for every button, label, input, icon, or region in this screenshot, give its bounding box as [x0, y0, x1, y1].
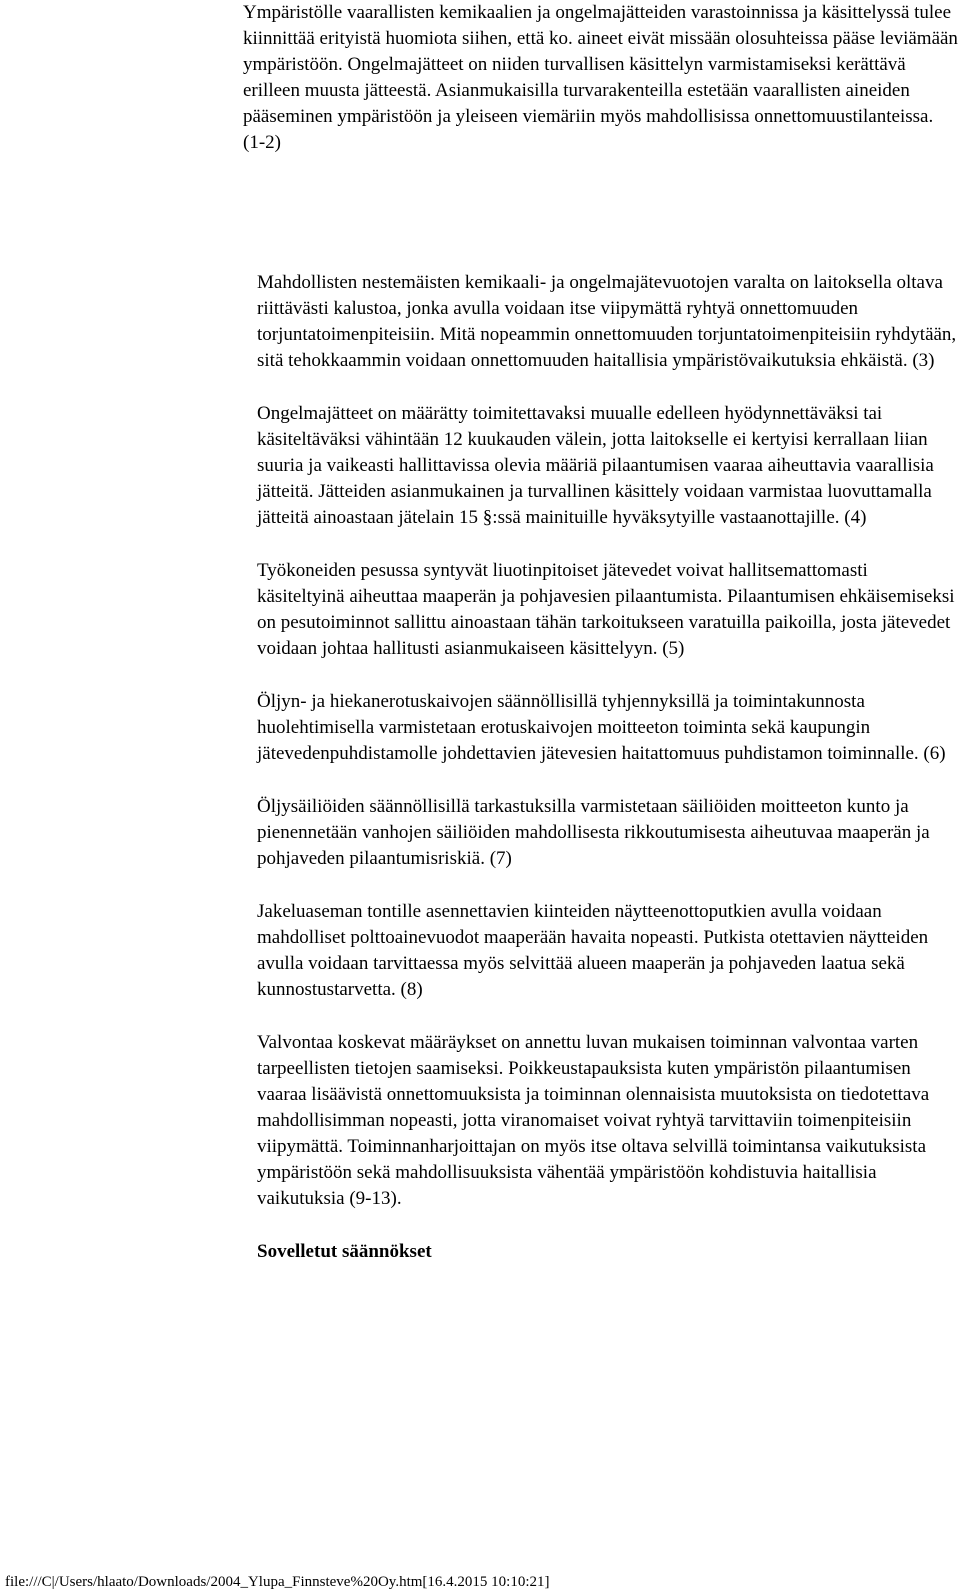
intro-paragraph: Ympäristölle vaarallisten kemikaalien ja ongelmajätteiden varastoinnissa ja käsittelyssä tulee kiinnittää erityistä huomiota siihen, että ko. aineet eivät missään olosuhteissa pääse leviämään ympäristöön. Ongelmajätteet on niiden turvallisen käsittelyn varmistamiseksi kerättävä erilleen muusta jätteestä. Asianmukaisilla turvarakenteilla estetään vaarallisten aineiden pääseminen ympäristöön ja yleiseen viemäriin myös mahdollisissa onnettomuustilanteissa. (1-2): [243, 2, 958, 153]
paragraph-spill-response: Mahdollisten nestemäisten kemikaali- ja ongelmajätevuotojen varalta on laitoksella oltava riittävästi kalustoa, jonka avulla voidaan itse viipymättä ryhtyä onnettomuuden torjuntatoimenpiteisiin. Mitä nopeammin onnettomuuden torjuntatoimenpiteisiin ryhdytään, sitä tehokkaammin voidaan onnettomuuden haitallisia ympäristövaikutuksia ehkäistä. (3): [257, 272, 957, 371]
paragraph-monitoring: Valvontaa koskevat määräykset on annettu luvan mukaisen toiminnan valvontaa varten tarpeellisten tietojen saamiseksi. Poikkeustapauksista kuten ympäristön pilaantumisen vaaraa lisäävistä onnettomuuksista ja toiminnan olennaisista muutoksista on tiedotettava mahdollisimman nopeasti, jotta viranomaiset voivat ryhtyä tarvittaviin toimenpiteisiin viipymättä. Toiminnanharjoittajan on myös itse oltava selvillä toimintansa vaikutuksista ympäristöön sekä mahdollisuuksista vähentää ympäristöön kohdistuvia haitallisia vaikutuksia (9-13).: [257, 1032, 930, 1209]
section-heading: Sovelletut säännökset: [257, 1241, 432, 1262]
paragraph-hazardous-waste: Ongelmajätteet on määrätty toimitettavaksi muualle edelleen hyödynnettäväksi tai käsiteltäväksi vähintään 12 kuukauden välein, jotta laitokselle ei kertyisi kerrallaan liian suuria ja vaikeasti hallittavissa olevia määriä pilaantumisen vaaraa aiheuttavia vaarallisia jätteitä. Jätteiden asianmukainen ja turvallinen käsittely voidaan varmistaa luovuttamalla jätteitä ainoastaan jätelain 15 §:ssä mainituille hyväksytyille vastaanottajille. (4): [257, 403, 934, 528]
paragraph-separator-wells: Öljyn- ja hiekanerotuskaivojen säännöllisillä tyhjennyksillä ja toimintakunnosta huolehtimisella varmistetaan erotuskaivojen moitteeton toiminta sekä kaupungin jätevedenpuhdistamolle johdettavien jätevesien haitattomuus puhdistamon toiminnalle. (6): [257, 691, 946, 764]
paragraph-sampling-pipes: Jakeluaseman tontille asennettavien kiinteiden näytteenottoputkien avulla voidaan mahdolliset polttoainevuodot maaperään havaita nopeasti. Putkista otettavien näytteiden avulla voidaan tarvittaessa myös selvittää alueen maaperän ja pohjaveden laatua sekä kunnostustarvetta. (8): [257, 901, 929, 1000]
page-footer-url: file:///C|/Users/hlaato/Downloads/2004_Ylupa_Finnsteve%20Oy.htm[16.4.2015 10:10:21]: [5, 1574, 550, 1590]
document-body: [257, 270, 957, 1265]
paragraph-machine-washing: Työkoneiden pesussa syntyvät liuotinpitoiset jätevedet voivat hallitsemattomasti käsiteltyinä aiheuttaa maaperän ja pohjavesien pilaantumista. Pilaantumisen ehkäisemiseksi on pesutoiminnot sallittu ainoastaan tähän tarkoitukseen varatuilla paikoilla, josta jätevedet voidaan johtaa hallitusti asianmukaiseen käsittelyyn. (5): [257, 560, 955, 659]
paragraph-oil-tanks: Öljysäiliöiden säännöllisillä tarkastuksilla varmistetaan säiliöiden moitteeton kunto ja pienennetään vanhojen säiliöiden mahdollisesta rikkoutumisesta aiheutuvaa maaperän ja pohjaveden pilaantumisriskiä. (7): [257, 796, 930, 869]
